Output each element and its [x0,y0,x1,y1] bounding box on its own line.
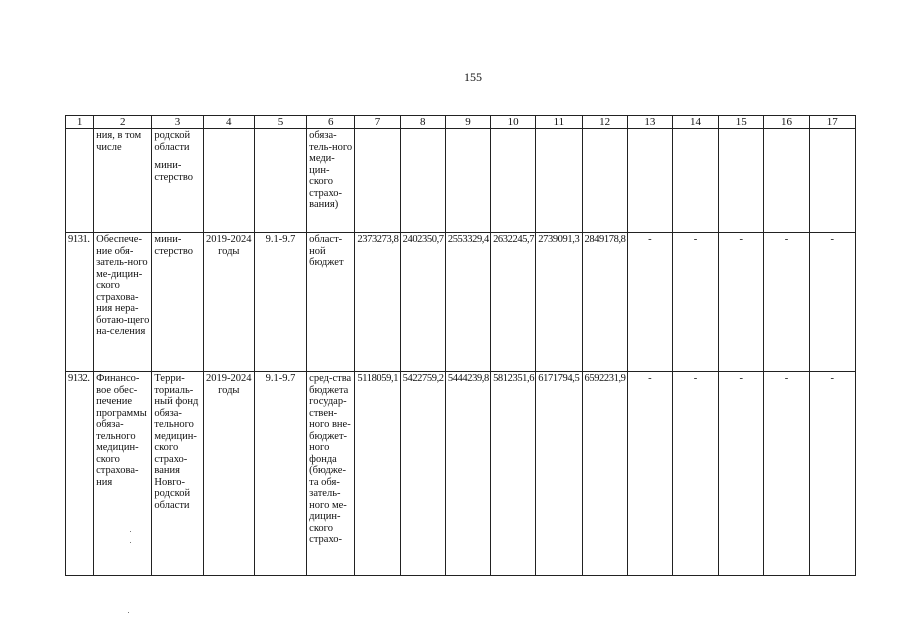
value-cell: - [809,233,855,372]
column-number: 1 [66,116,94,129]
years-cell: 2019-2024 годы [203,372,254,576]
value-cell [672,129,718,233]
source-cell: обяза-тель-ного меди-цин-ского страхо-вания) [307,129,355,233]
column-number: 6 [307,116,355,129]
value-cell [719,129,764,233]
column-number: 15 [719,116,764,129]
value-cell: 5422759,2 [400,372,445,576]
value-cell: 2632245,7 [491,233,536,372]
value-cell [582,129,627,233]
column-number: 2 [94,116,152,129]
value-cell: - [672,233,718,372]
column-number-row [66,116,856,129]
scan-speck [130,542,131,543]
name-cell: ния, в том числе [94,129,152,233]
value-cell [536,129,582,233]
source-cell: област-ной бюджет [307,233,355,372]
page-number: 155 [464,70,482,84]
column-number: 13 [627,116,672,129]
executor-cell [152,129,203,233]
executor-cell: мини-стерство [152,233,203,372]
value-cell: - [719,233,764,372]
column-number: 16 [764,116,809,129]
executor-text: мини-стерство [154,160,193,183]
column-number: 11 [536,116,582,129]
value-cell: 2739091,3 [536,233,582,372]
name-cell: Финансо-вое обес-печение программы обяза-тельного медицин-ского страхова-ния [94,372,152,576]
value-cell: 2402350,7 [400,233,445,372]
value-cell: 2553329,4 [445,233,490,372]
scan-speck [128,612,129,613]
code-cell: 9131. [66,233,94,372]
value-cell: - [627,233,672,372]
years-cell: 2019-2024 годы [203,233,254,372]
value-cell [355,129,400,233]
table-row-9132 [66,372,856,576]
years-cell [203,129,254,233]
value-cell [809,129,855,233]
scan-speck [130,531,131,532]
name-cell: Обеспече-ние обя-затель-ного ме-дицин-ского страхова-ния нера-ботаю-щего на-селения [94,233,152,372]
indicators-cell: 9.1-9.7 [254,372,306,576]
code-cell: 9132. [66,372,94,576]
column-number: 8 [400,116,445,129]
column-number: 3 [152,116,203,129]
value-cell: 2849178,8 [582,233,627,372]
value-cell: - [809,372,855,576]
value-cell: - [764,233,809,372]
value-cell: 6171794,5 [536,372,582,576]
value-cell: 5444239,8 [445,372,490,576]
table-row-continuation [66,129,856,233]
value-cell: - [719,372,764,576]
value-cell: - [627,372,672,576]
column-number: 17 [809,116,855,129]
column-number: 5 [254,116,306,129]
source-cell: сред-ства бюджета государ-ствен-ного вне-бюджет-ного фонда (бюдже-та обя-затель-ного ме-дицин-ского страхо- [307,372,355,576]
value-cell: 5812351,6 [491,372,536,576]
value-cell: 5118059,1 [355,372,400,576]
column-number: 7 [355,116,400,129]
value-cell [491,129,536,233]
value-cell [400,129,445,233]
column-number: 14 [672,116,718,129]
table-row-9131 [66,233,856,372]
value-cell: - [672,372,718,576]
value-cell [627,129,672,233]
code-cell [66,129,94,233]
value-cell: 6592231,9 [582,372,627,576]
indicators-cell: 9.1-9.7 [254,233,306,372]
executor-text: родской области [154,130,191,153]
value-cell: - [764,372,809,576]
column-number: 9 [445,116,490,129]
column-number: 4 [203,116,254,129]
value-cell [764,129,809,233]
executor-cell: Терри-ториаль-ный фонд обяза-тельного медицин-ского страхо-вания Новго-родской области [152,372,203,576]
column-number: 12 [582,116,627,129]
indicators-cell [254,129,306,233]
value-cell: 2373273,8 [355,233,400,372]
budget-table [65,115,856,576]
column-number: 10 [491,116,536,129]
value-cell [445,129,490,233]
